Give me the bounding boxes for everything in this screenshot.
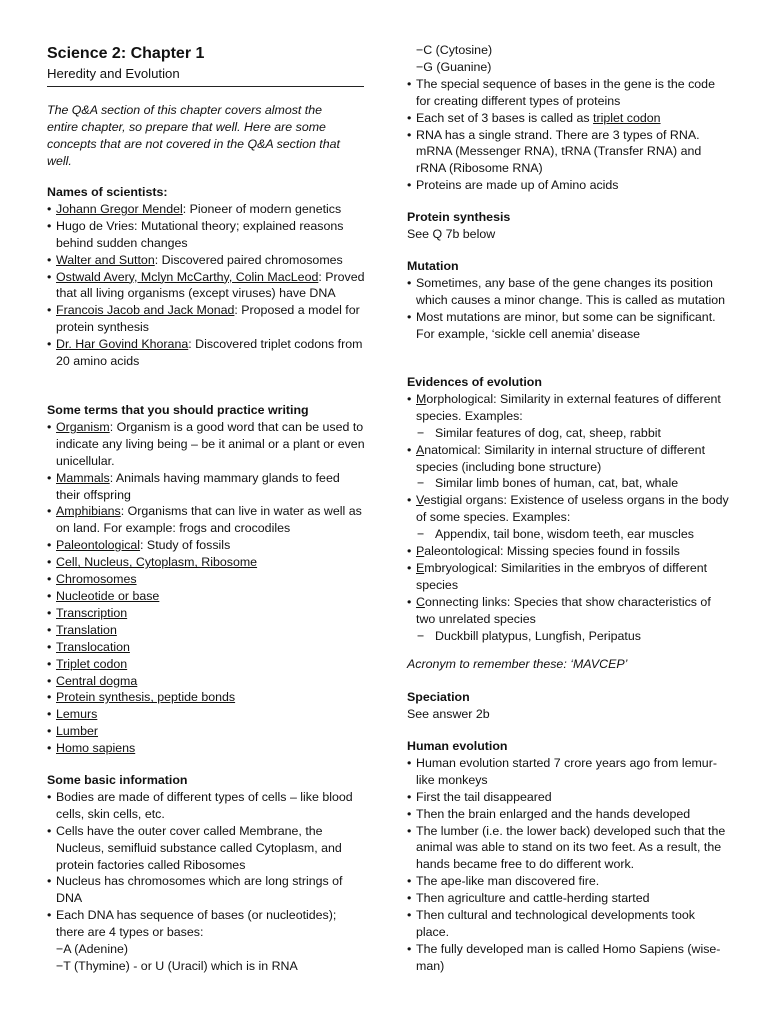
term: Lemurs (56, 707, 98, 722)
list-item: • Then the brain enlarged and the hands developed (407, 806, 729, 823)
list-item: • The special sequence of bases in the gene is the code for creating different types of proteins (407, 76, 729, 110)
speciation-heading: Speciation (407, 690, 470, 704)
list-item (47, 639, 365, 656)
term: Organism (56, 419, 110, 434)
list-item (47, 218, 365, 252)
scientists-section (47, 184, 365, 370)
acronym-letter: C (416, 594, 425, 609)
term: Homo sapiens (56, 741, 136, 756)
acronym-letter: E (416, 560, 425, 575)
term: Transcription (56, 605, 128, 620)
list-item (47, 706, 365, 723)
protein-heading: Protein synthesis (407, 210, 511, 224)
list-item: • The fully developed man is called Homo Sapiens (wise-man) (407, 941, 729, 975)
speciation-text: See answer 2b (407, 706, 490, 721)
basic-section (47, 772, 365, 975)
list-item: • Then agriculture and cattle-herding started (407, 890, 729, 907)
term: triplet codon (593, 110, 661, 125)
list-item: • Most mutations are minor, but some can be significant. For example, ‘sickle cell anemia’ disease (407, 309, 729, 343)
term: Translation (56, 622, 117, 637)
list-item: • Embryological: Similarities in the embryos of different species (407, 560, 729, 594)
human-section (407, 738, 729, 975)
list-item (47, 673, 365, 690)
list-item (47, 554, 365, 571)
list-item: • Human evolution started 7 crore years ago from lemur-like monkeys (407, 755, 729, 789)
list-item: • Dr. Har Govind Khorana: Discovered triplet codons from 20 amino acids (47, 336, 365, 370)
base-item: −A (Adenine) (56, 942, 128, 957)
title-rule (47, 86, 364, 87)
protein-section (407, 209, 729, 243)
scientist-name: Walter and Sutton (56, 252, 155, 267)
list-item (47, 605, 365, 622)
scientists-heading: Names of scientists: (47, 185, 168, 199)
acronym-letter: M (416, 391, 427, 406)
acronym-letter: V (416, 493, 424, 508)
list-item: • Each DNA has sequence of bases (or nucleotides); there are 4 types or bases: (47, 907, 365, 941)
scientist-name: Ostwald Avery, Mclyn McCarthy, Colin MacLeod (56, 269, 319, 284)
term: Lumber (56, 724, 99, 739)
list-item: • Bodies are made of different types of cells – like blood cells, skin cells, etc. (47, 789, 365, 823)
mutation-section (407, 258, 729, 343)
intro-text: The Q&A section of this chapter covers almost the entire chapter, so prepare that well. Here are some concepts that are not covered in the Q&A section that well. (47, 103, 340, 168)
list-item: • RNA has a single strand. There are 3 types of RNA. mRNA (Messenger RNA), tRNA (Transfer RNA) and rRNA (Ribosome RNA) (407, 127, 729, 178)
list-item: • Vestigial organs: Existence of useless organs in the body of some species. Examples: (407, 492, 729, 526)
sub-item: − Appendix, tail bone, wisdom teeth, ear muscles (407, 526, 729, 543)
list-item: • First the tail disappeared (407, 789, 729, 806)
list-item: • Each set of 3 bases is called as triplet codon (407, 110, 729, 127)
list-item: • Paleontological: Study of fossils (47, 537, 365, 554)
list-item: • The lumber (i.e. the lower back) developed such that the animal was able to stand on its two feet. As a result, the hands became free to do different work. (407, 823, 729, 874)
list-item (47, 723, 365, 740)
term: Paleontological (56, 538, 141, 553)
list-item: • Anatomical: Similarity in internal structure of different species (including bone structure) (407, 442, 729, 476)
speciation-section (407, 689, 729, 723)
list-item: • Johann Gregor Mendel: Pioneer of modern genetics (47, 201, 365, 218)
list-item: • Organism: Organism is a good word that can be used to indicate any living being – be it animal or a plant or even unicellular. (47, 419, 365, 470)
page-title: Science 2: Chapter 1 (47, 45, 205, 62)
scientist-name: Francois Jacob and Jack Monad (56, 303, 235, 318)
term: Central dogma (56, 673, 138, 688)
term: Nucleotide or base (56, 588, 160, 603)
list-item: • Paleontological: Missing species found in fossils (407, 543, 729, 560)
evidence-heading: Evidences of evolution (407, 375, 542, 389)
list-item: • The ape-like man discovered fire. (407, 873, 729, 890)
term: Protein synthesis, peptide bonds (56, 690, 236, 705)
acronym-letter: A (416, 442, 425, 457)
list-item: • Cells have the outer cover called Membrane, the Nucleus, semifluid substance called Cytoplasm, and protein factories called Ribosomes (47, 823, 365, 874)
scientist-name: Hugo de Vries: Mutational theory; explained reasons behind sudden changes (56, 218, 344, 250)
base-item: −C (Cytosine) (416, 43, 493, 57)
list-item: • Mammals: Animals having mammary glands to feed their offspring (47, 470, 365, 504)
list-item: • Connecting links: Species that show characteristics of two unrelated species (407, 594, 729, 628)
acronym-note: Acronym to remember these: ‘MAVCEP’ (407, 657, 628, 671)
evidence-section (407, 374, 729, 645)
term: Cell, Nucleus, Cytoplasm, Ribosome (56, 555, 258, 570)
mutation-heading: Mutation (407, 259, 459, 273)
term: Amphibians (56, 504, 121, 519)
terms-section (47, 402, 365, 757)
basic-heading: Some basic information (47, 773, 188, 787)
term: Translocation (56, 639, 130, 654)
term: Triplet codon (56, 656, 128, 671)
sub-item: − Similar limb bones of human, cat, bat, whale (407, 475, 729, 492)
list-item: • Amphibians: Organisms that can live in water as well as on land. For example: frogs and crocodiles (47, 503, 365, 537)
scientist-name: Johann Gregor Mendel (56, 201, 183, 216)
term: Mammals (56, 470, 110, 485)
base-item: −G (Guanine) (416, 59, 492, 74)
list-item (47, 740, 365, 757)
scientist-name: Dr. Har Govind Khorana (56, 337, 189, 352)
list-item: • Then cultural and technological developments took place. (407, 907, 729, 941)
list-item: • Proteins are made up of Amino acids (407, 177, 729, 194)
base-item: −T (Thymine) - or U (Uracil) which is in RNA (56, 958, 298, 973)
bases-continued (407, 42, 729, 194)
sub-item: − Similar features of dog, cat, sheep, rabbit (407, 425, 729, 442)
list-item (47, 656, 365, 673)
term: Chromosomes (56, 572, 137, 587)
list-item: • Sometimes, any base of the gene changes its position which causes a minor change. This is called as mutation (407, 275, 729, 309)
list-item (47, 689, 365, 706)
page-subtitle: Heredity and Evolution (47, 66, 180, 81)
list-item: • Francois Jacob and Jack Monad: Proposed a model for protein synthesis (47, 302, 365, 336)
sub-item: − Duckbill platypus, Lungfish, Peripatus (407, 628, 729, 645)
list-item (47, 622, 365, 639)
list-item: • Nucleus has chromosomes which are long strings of DNA (47, 873, 365, 907)
human-heading: Human evolution (407, 739, 508, 753)
list-item: • Morphological: Similarity in external features of different species. Examples: (407, 391, 729, 425)
terms-heading: Some terms that you should practice writing (47, 403, 309, 417)
protein-text: See Q 7b below (407, 226, 496, 241)
list-item: • Walter and Sutton: Discovered paired chromosomes (47, 252, 365, 269)
list-item (47, 588, 365, 605)
list-item (47, 571, 365, 588)
acronym-letter: P (416, 544, 425, 559)
list-item: • Ostwald Avery, Mclyn McCarthy, Colin MacLeod: Proved that all living organisms (except viruses) have DNA (47, 269, 365, 303)
